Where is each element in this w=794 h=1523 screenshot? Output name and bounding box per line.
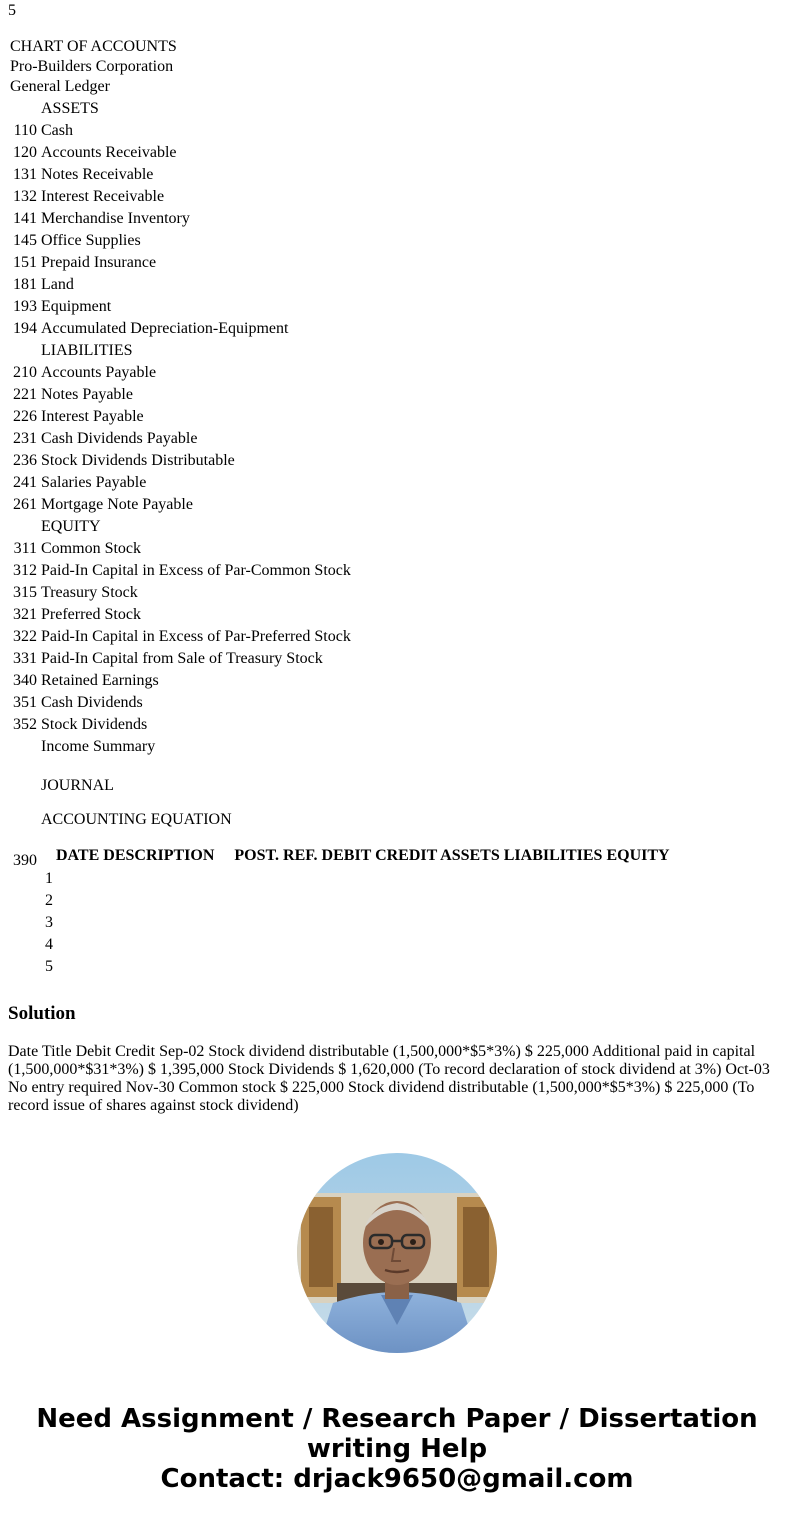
account-number: 312 [13, 562, 37, 579]
account-name: Cash Dividends Payable [41, 430, 198, 447]
promo-line-2: writing Help [306, 1434, 488, 1464]
account-name: Salaries Payable [41, 474, 147, 491]
account-number: 340 [13, 672, 37, 689]
account-row [10, 450, 430, 472]
account-number: 120 [13, 144, 37, 161]
account-number: 131 [13, 166, 37, 183]
account-row [10, 186, 430, 208]
journal-column-header: CREDIT [375, 847, 438, 864]
account-row [10, 384, 430, 406]
account-name: Paid-In Capital from Sale of Treasury Stock [41, 650, 323, 667]
income-summary-row [10, 736, 430, 758]
account-list [10, 98, 430, 758]
chart-of-accounts-header [10, 37, 177, 97]
account-row [10, 670, 430, 692]
account-name: Accounts Receivable [41, 144, 177, 161]
account-row [10, 406, 430, 428]
account-number: 151 [13, 254, 37, 271]
ledger-name: General Ledger [10, 78, 110, 95]
account-name: Land [41, 276, 74, 293]
journal-column-header: LIABILITIES [503, 847, 603, 864]
section-heading-label: LIABILITIES [41, 342, 133, 359]
account-row [10, 274, 430, 296]
account-name: Prepaid Insurance [41, 254, 157, 271]
account-name: Accounts Payable [41, 364, 157, 381]
account-number: 236 [13, 452, 37, 469]
income-summary-label: Income Summary [41, 738, 156, 755]
account-name: Accumulated Depreciation-Equipment [41, 320, 289, 337]
account-name: Notes Payable [41, 386, 133, 403]
account-row [10, 296, 430, 318]
account-number: 110 [13, 122, 37, 139]
account-name: Office Supplies [41, 232, 141, 249]
journal-label: JOURNAL [41, 777, 114, 794]
account-row [10, 604, 430, 626]
account-row [10, 142, 430, 164]
account-row [10, 362, 430, 384]
journal-column-header: EQUITY [606, 847, 670, 864]
journal-row-number: 3 [45, 914, 53, 931]
accounting-equation-label: ACCOUNTING EQUATION [41, 811, 232, 828]
account-name: Preferred Stock [41, 606, 141, 623]
account-name: Equipment [41, 298, 112, 315]
coa-title: CHART OF ACCOUNTS [10, 38, 177, 55]
promo-line-1: Need Assignment / Research Paper / Dissertation [36, 1404, 758, 1434]
account-row [10, 494, 430, 516]
account-name: Merchandise Inventory [41, 210, 190, 227]
journal-column-header: ASSETS [440, 847, 500, 864]
account-name: Cash Dividends [41, 694, 143, 711]
section-heading [10, 516, 430, 538]
journal-row-number: 1 [45, 870, 53, 887]
account-row [10, 626, 430, 648]
account-row [10, 252, 430, 274]
account-number: 231 [13, 430, 37, 447]
journal-row-number: 5 [45, 958, 53, 975]
account-row [10, 318, 430, 340]
journal-table-rows [43, 868, 53, 978]
account-row [10, 692, 430, 714]
account-name: Retained Earnings [41, 672, 159, 689]
account-name: Notes Receivable [41, 166, 154, 183]
account-name: Stock Dividends Distributable [41, 452, 235, 469]
account-number: 145 [13, 232, 37, 249]
journal-column-header: DESCRIPTION [103, 847, 215, 864]
account-number: 311 [13, 540, 37, 557]
account-row [10, 538, 430, 560]
account-name: Paid-In Capital in Excess of Par-Preferred Stock [41, 628, 351, 645]
income-summary-number: 390 [13, 852, 37, 869]
journal-column-header: DATE [56, 847, 100, 864]
account-row [10, 560, 430, 582]
solution-title: Solution [8, 1003, 76, 1024]
account-row [10, 472, 430, 494]
section-heading [10, 98, 430, 120]
account-number: 241 [13, 474, 37, 491]
account-number: 193 [13, 298, 37, 315]
account-row [10, 428, 430, 450]
account-number: 194 [13, 320, 37, 337]
account-row [10, 648, 430, 670]
solution-text: Date Title Debit Credit Sep-02 Stock dividend distributable (1,500,000*$5*3%) $ 225,000 Additional paid in capital (1,500,000*$31*3%) $ 1,395,000 Stock Dividends $ 1,620,000 (To record declaration of stock dividend at 3%) Oct-03 No entry required Nov-30 Common stock $ 225,000 Stock dividend distributable (1,500,000*$5*3%) $ 225,000 (To record issue of shares against stock dividend) [8, 1043, 770, 1114]
section-heading-label: EQUITY [41, 518, 101, 535]
account-number: 352 [13, 716, 37, 733]
account-row [10, 714, 430, 736]
account-number: 226 [13, 408, 37, 425]
account-name: Paid-In Capital in Excess of Par-Common Stock [41, 562, 351, 579]
account-row [10, 582, 430, 604]
account-name: Common Stock [41, 540, 142, 557]
author-photo [297, 1153, 497, 1353]
account-row [10, 230, 430, 252]
promo-banner [0, 1404, 794, 1494]
account-number: 210 [13, 364, 37, 381]
account-number: 221 [13, 386, 37, 403]
journal-row-number: 4 [45, 936, 53, 953]
company-name: Pro-Builders Corporation [10, 58, 174, 75]
account-number: 261 [13, 496, 37, 513]
account-number: 351 [13, 694, 37, 711]
account-number: 331 [13, 650, 37, 667]
journal-column-header: POST. REF. [234, 847, 318, 864]
account-row [10, 208, 430, 230]
promo-line-3: Contact: drjack9650@gmail.com [160, 1464, 634, 1494]
page-number: 5 [8, 2, 16, 19]
section-heading [10, 340, 430, 362]
account-name: Cash [41, 122, 73, 139]
account-row [10, 164, 430, 186]
account-name: Interest Payable [41, 408, 144, 425]
account-row [10, 120, 430, 142]
account-name: Mortgage Note Payable [41, 496, 193, 513]
journal-column-header: DEBIT [321, 847, 372, 864]
account-name: Stock Dividends [41, 716, 148, 733]
section-heading-label: ASSETS [41, 100, 99, 117]
journal-row-number: 2 [45, 892, 53, 909]
journal-table-header [56, 846, 670, 866]
account-number: 321 [13, 606, 37, 623]
account-number: 322 [13, 628, 37, 645]
account-number: 141 [13, 210, 37, 227]
account-number: 315 [13, 584, 37, 601]
account-name: Treasury Stock [41, 584, 138, 601]
account-number: 132 [13, 188, 37, 205]
account-number: 181 [13, 276, 37, 293]
account-name: Interest Receivable [41, 188, 165, 205]
